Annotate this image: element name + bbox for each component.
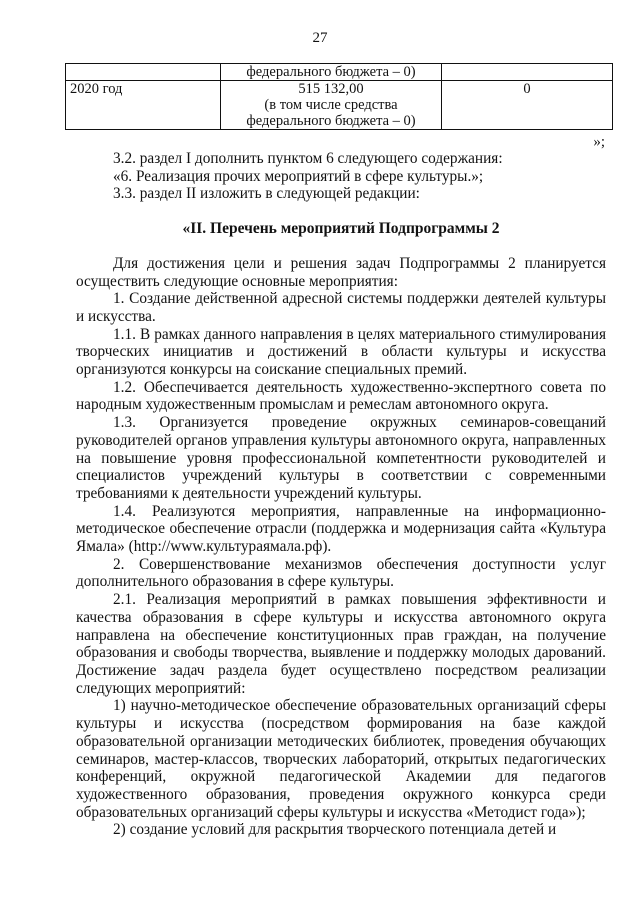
document-body bbox=[76, 150, 606, 839]
amendment-paragraph: 3.3. раздел II изложить в следующей редакции: bbox=[113, 185, 420, 203]
body-paragraph: 1.1. В рамках данного направления в целях материального стимулирования творческих инициатив и достижений в области культуры и искусства организуются конкурсы на соискание специальных премий. bbox=[76, 325, 606, 379]
table-cell-other bbox=[442, 64, 613, 81]
amount-line: (в том числе средства bbox=[264, 97, 398, 113]
amendment-paragraph: 3.2. раздел I дополнить пунктом 6 следующего содержания: bbox=[113, 150, 503, 167]
body-paragraph: 1) научно-методическое обеспечение образовательных организаций сферы культуры и искусства (посредством формирования на базе каждой образовательной организации методических библиотек, проведения обучающих семинаров, мастер-классов, творческих лабораторий, открытых педагогических конференций, окружной педагогической Академии для педагогов художественного образования, проведения окружного конкурса среди образовательных организаций сферы культуры и искусства «Методист года»); bbox=[76, 697, 606, 821]
budget-table bbox=[65, 63, 613, 130]
table-cell-year: 2020 год bbox=[66, 81, 221, 130]
table-row bbox=[66, 81, 613, 130]
body-paragraph: 1.3. Организуется проведение окружных семинаров-совещаний руководителей органов управления культуры автономного округа, направленных на повышение уровня профессиональной компетентности руководителей и специалистов учреждений культуры в соответствии с современными требованиями к деятельности учреждений культуры. bbox=[76, 414, 606, 502]
amount-line: федерального бюджета – 0) bbox=[246, 64, 416, 80]
table-cell-other: 0 bbox=[442, 81, 613, 130]
body-paragraph: 2.1. Реализация мероприятий в рамках повышения эффективности и качества образования в сфере культуры и искусства автономного округа направлена на обеспечение конституционных прав граждан, на получение образования и свободы творчества, выявление и поддержку молодых дарований. Достижение задач раздела будет осуществлено посредством реализации следующих мероприятий: bbox=[76, 591, 606, 697]
page-number: 27 bbox=[312, 30, 328, 46]
table-row bbox=[66, 64, 613, 81]
amount-line: федерального бюджета – 0) bbox=[246, 113, 416, 129]
body-paragraph: 2. Совершенствование механизмов обеспечения доступности услуг дополнительного образования в сфере культуры. bbox=[76, 555, 606, 591]
amendment-paragraph: «6. Реализация прочих мероприятий в сфере культуры.»; bbox=[113, 167, 484, 185]
body-paragraph: 1. Создание действенной адресной системы поддержки деятелей культуры и искусства. bbox=[76, 290, 606, 325]
table-cell-year bbox=[66, 64, 221, 81]
amount-line: 515 132,00 bbox=[298, 81, 364, 97]
body-paragraph: 2) создание условий для раскрытия творческого потенциала детей и bbox=[113, 821, 557, 839]
body-paragraph: 1.2. Обеспечивается деятельность художественно-экспертного совета по народным художественным промыслам и ремеслам автономного округа. bbox=[76, 378, 606, 414]
table-closing-quote: »; bbox=[593, 134, 605, 150]
section-heading: «II. Перечень мероприятий Подпрограммы 2 bbox=[182, 220, 500, 238]
body-paragraph: Для достижения цели и решения задач Подпрограммы 2 планируется осуществить следующие основные мероприятия: bbox=[76, 254, 606, 290]
table-cell-amount bbox=[221, 64, 442, 81]
body-paragraph: 1.4. Реализуются мероприятия, направленные на информационно-методическое обеспечение отрасли (поддержка и модернизация сайта «Культура Ямала» (http://www.культураямала.рф). bbox=[76, 502, 606, 556]
table-cell-amount bbox=[221, 81, 442, 130]
